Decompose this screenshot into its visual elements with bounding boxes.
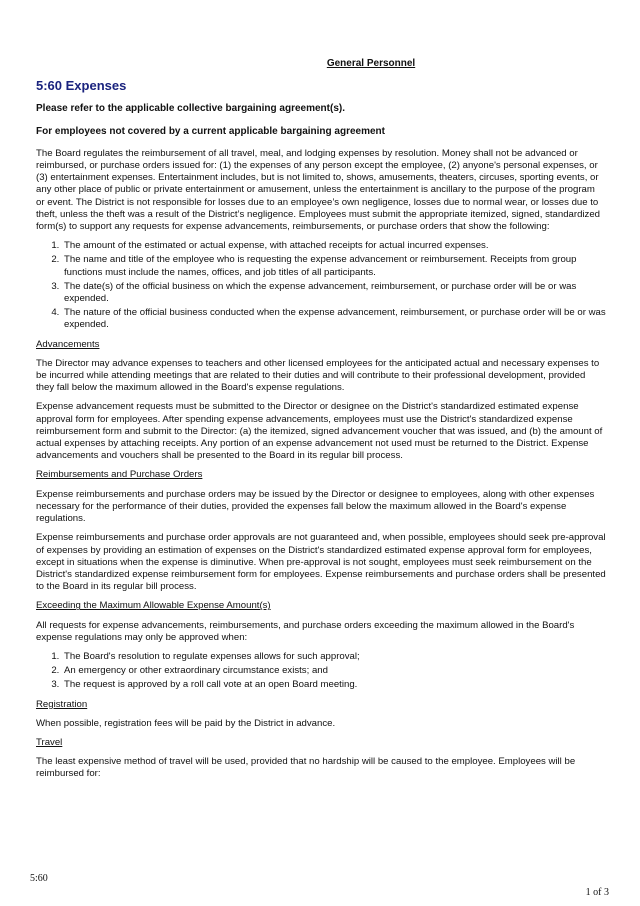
policy-title: 5:60 Expenses [36, 78, 127, 94]
footer-page-number: 1 of 3 [585, 887, 609, 898]
list-item: 2. The name and title of the employee who is requesting the expense advancement or reimbursement. Receipts from group functions must include the names, offices, and job titles of all participants. [62, 254, 606, 278]
registration-heading: Registration [36, 698, 88, 710]
list-item: 4. The nature of the official business conducted when the expense advancement, reimbursement, or purchase order will be or was expended. [62, 307, 606, 331]
list-item: 3. The request is approved by a roll call vote at an open Board meeting. [62, 679, 606, 691]
section-header: General Personnel [326, 58, 416, 69]
exceeding-paragraph: All requests for expense advancements, reimbursements, and purchase orders exceeding the maximum allowed in the Board's expense regulations may only be approved when: [36, 619, 575, 643]
document-page [36, 58, 606, 788]
advancements-heading: Advancements [36, 338, 100, 350]
policy-subtitle: For employees not covered by a current applicable bargaining agreement [36, 125, 385, 137]
list-item: 1. The Board's resolution to regulate expenses allows for such approval; [62, 651, 606, 663]
intro-list [36, 240, 606, 331]
list-item: 3. The date(s) of the official business on which the expense advancement, reimbursement, or purchase order will be or was expended. [62, 281, 606, 305]
exceeding-list [36, 651, 606, 692]
reimbursements-paragraph-1: Expense reimbursements and purchase orders may be issued by the Director or designee to employees, along with other expenses necessary for the performance of their duties, provided the expenses fall below the maximum allowed in the Board's expense regulations. [36, 488, 595, 525]
exceeding-heading: Exceeding the Maximum Allowable Expense Amount(s) [36, 600, 271, 612]
bargaining-notice: Please refer to the applicable collective bargaining agreement(s). [36, 103, 345, 115]
list-item: 2. An emergency or other extraordinary circumstance exists; and [62, 665, 606, 677]
advancements-paragraph-2: Expense advancement requests must be submitted to the Director or designee on the District's standardized estimated expense approval form for employees. After spending expense advancements, employees must use the District's standardized expense reimbursement form and submit to the Director: (a) the itemized, signed advancement voucher that was issued, and (b) the amount of actual expenses by attaching receipts. Any portion of an expense advancement not used must be returned to the District. Expense advancements and vouchers shall be presented to the Board in its regular bill process. [36, 401, 603, 462]
travel-paragraph: The least expensive method of travel will be used, provided that no hardship will be caused to the employee. Employees will be reimbursed for: [36, 756, 576, 780]
travel-heading: Travel [36, 736, 63, 748]
list-item: 1. The amount of the estimated or actual expense, with attached receipts for actual incurred expenses. [62, 240, 606, 252]
advancements-paragraph-1: The Director may advance expenses to teachers and other licensed employees for the anticipated actual and necessary expenses to be incurred while attending meetings that are related to their duties and will contribute to their professional development, provided they fall below the maximum allowed in the Board's expense regulations. [36, 357, 600, 394]
reimbursements-heading: Reimbursements and Purchase Orders [36, 469, 203, 481]
intro-paragraph: The Board regulates the reimbursement of all travel, meal, and lodging expenses by resolution. Money shall not be advanced or reimbursed, or purchase orders issued for: (1) the expenses of any person except the employee, (2) anyone's personal expenses, or (3) entertainment expenses. Entertainment includes, but is not limited to, shows, amusements, theaters, circuses, sporting events, or any other place of public or private entertainment or amusement, unless the entertainment is ancillary to the purpose of the program or event. The District is not responsible for losses due to an employee’s own negligence, losses due to normal wear, or losses due to theft, unless the theft was a result of the District’s negligence. Employees must submit the appropriate itemized, signed, standardized form(s) to support any requests for expense advancements, reimbursements, or purchase orders that show the following: [36, 147, 601, 233]
reimbursements-paragraph-2: Expense reimbursements and purchase order approvals are not guaranteed and, when possible, employees should seek pre-approval of expenses by providing an estimation of expenses on the District's standardized estimated expense approval form for employees, except in situations when the expense is diminutive. When pre-approval is not sought, employees must seek reimbursement on the District's standardized expense reimbursement form for employees. Expense reimbursements and purchase orders shall be presented to the Board in its regular bill process. [36, 532, 606, 593]
registration-paragraph: When possible, registration fees will be paid by the District in advance. [36, 717, 336, 729]
footer-policy-number: 5:60 [30, 873, 48, 884]
